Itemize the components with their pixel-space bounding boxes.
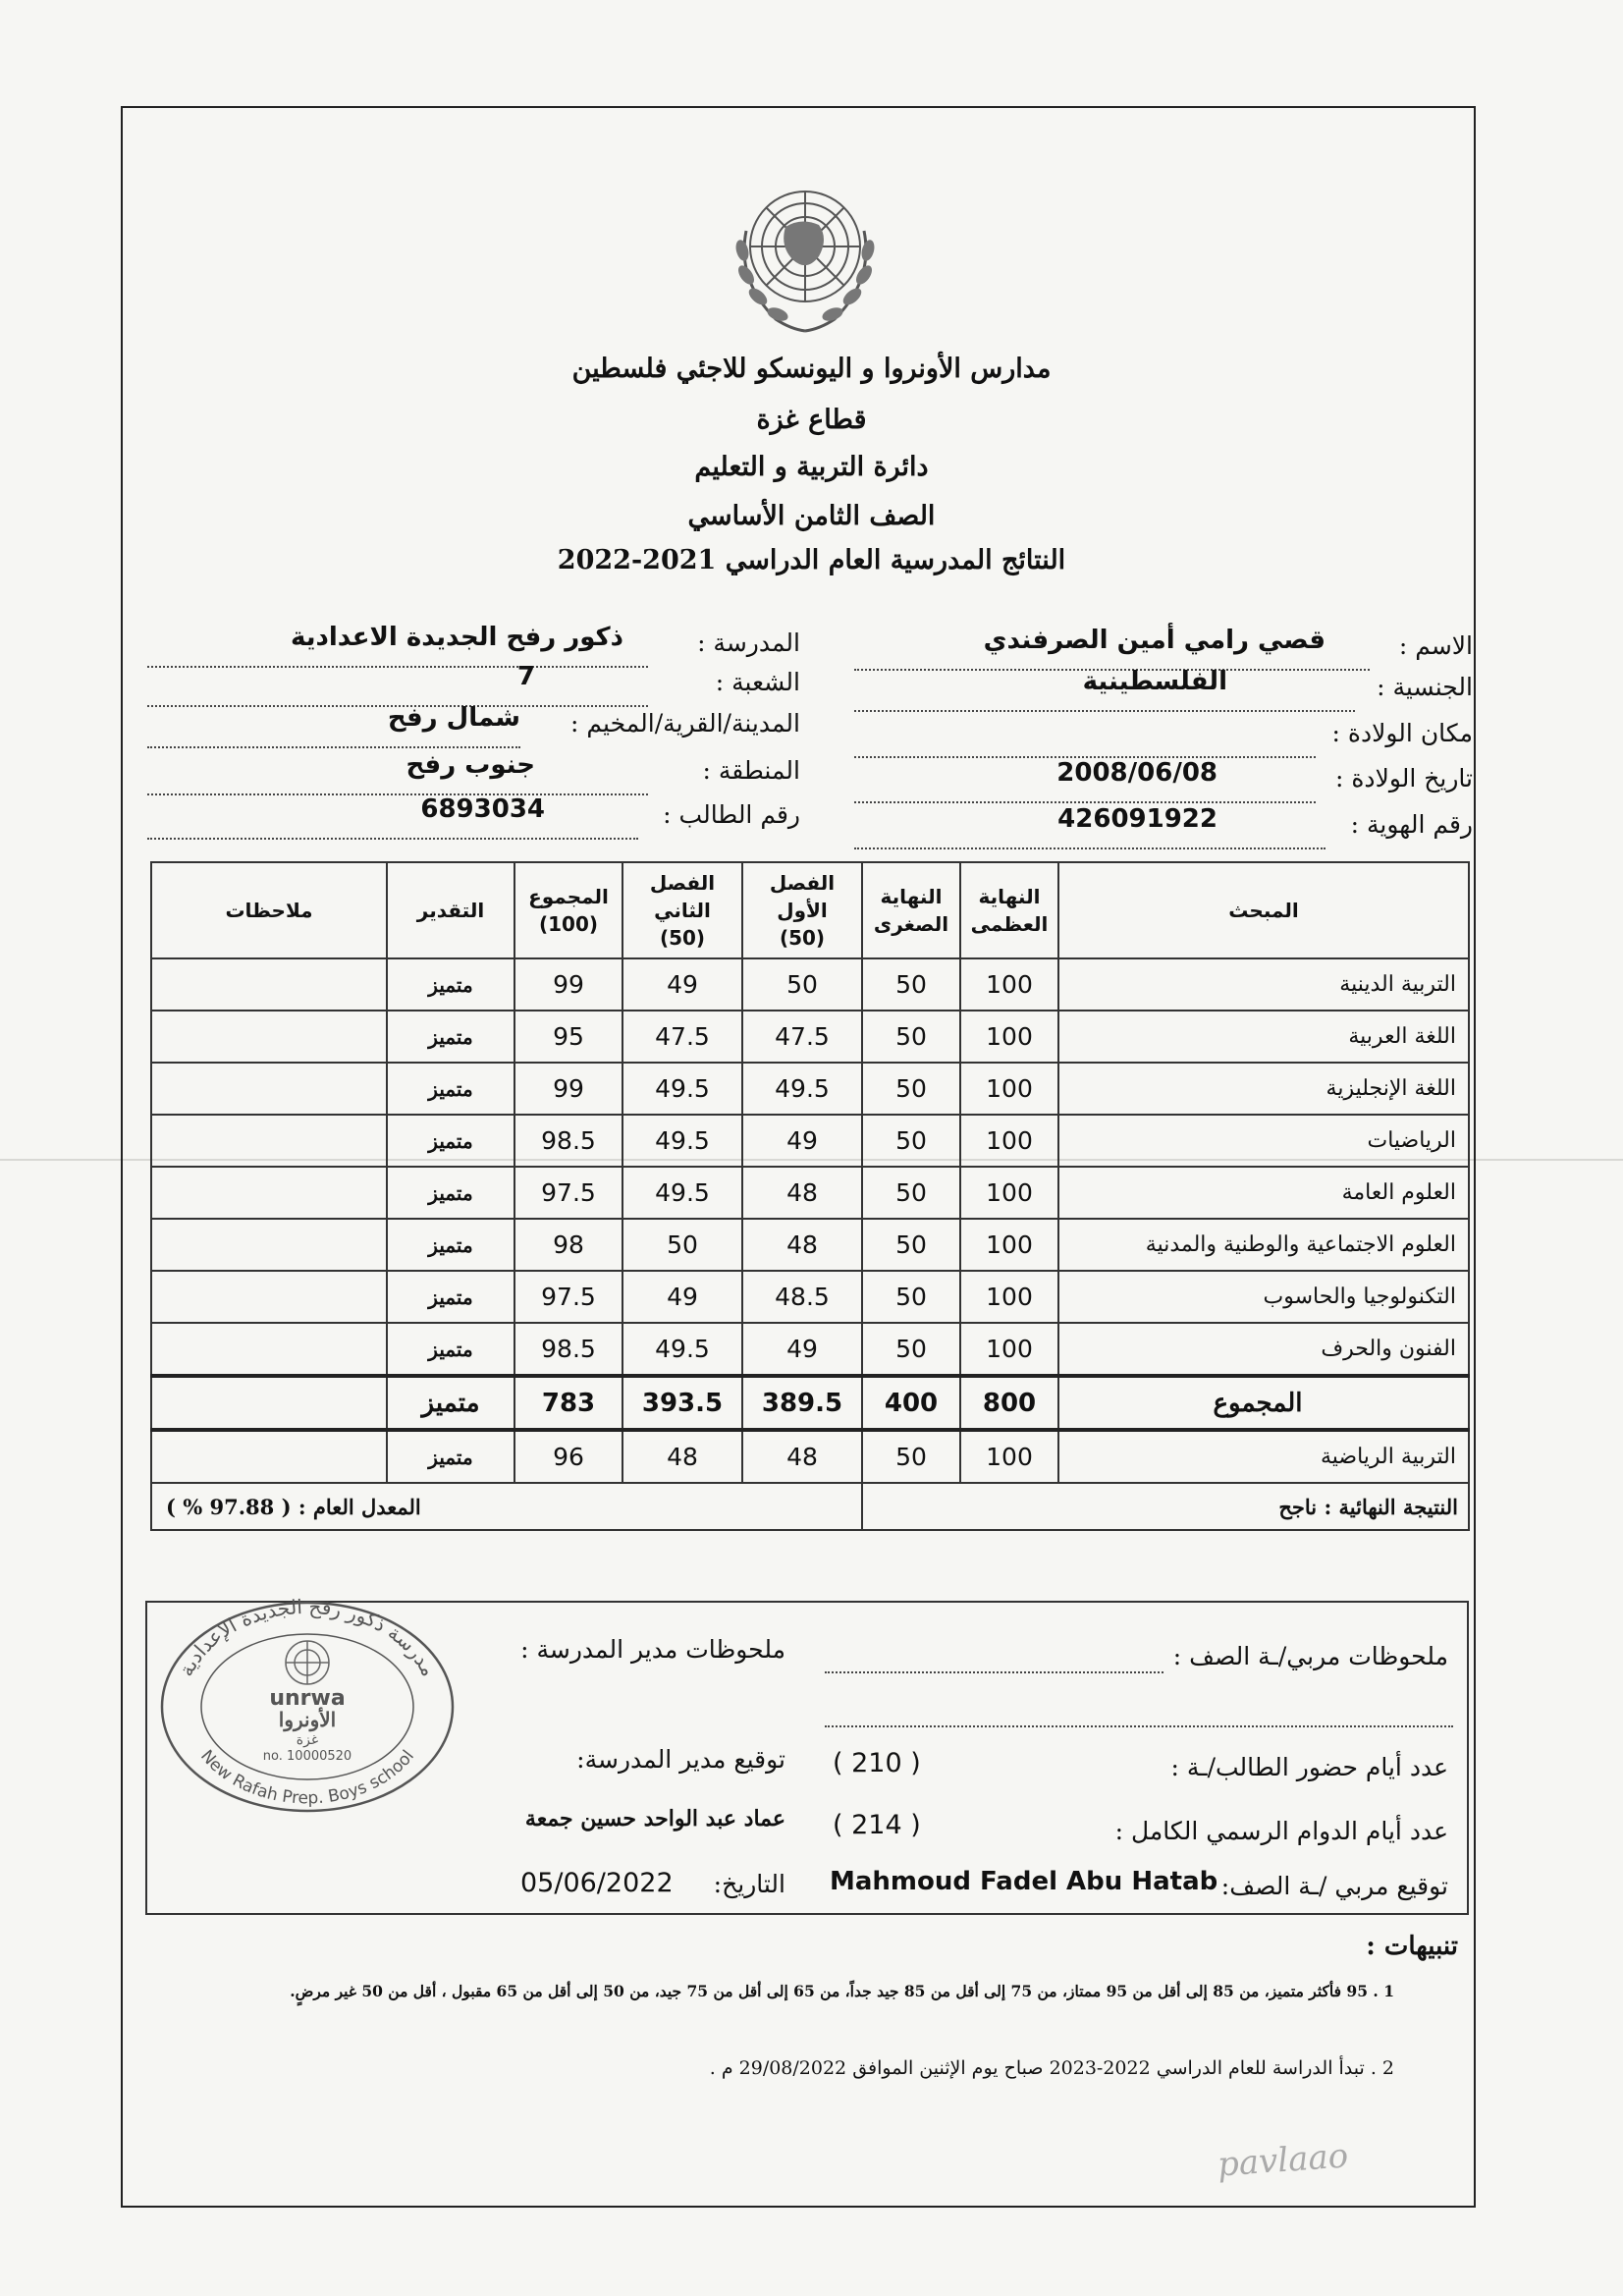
term1-cell: 49.5 [742, 1063, 862, 1115]
birthplace-field [854, 719, 1473, 758]
stamp-top-text: مدرسة ذكور رفح الجديدة الإعدادية [174, 1594, 441, 1680]
school-value: ذكور رفح الجديدة الاعدادية [290, 623, 623, 652]
subject-cell: العلوم الاجتماعية والوطنية والمدنية [1058, 1219, 1469, 1271]
subject-cell: الرياضيات [1058, 1115, 1469, 1167]
un-emblem-icon [717, 162, 893, 339]
notes-cell [151, 1271, 387, 1323]
principal-sign-label: توقيع مدير المدرسة: [576, 1745, 785, 1774]
birthdate-field [854, 758, 1473, 803]
header-term1-sub: (50) [779, 926, 826, 950]
notes-cell [151, 1063, 387, 1115]
header-max: النهاية العظمى [960, 862, 1058, 958]
max-cell: 100 [960, 1063, 1058, 1115]
grade-cell: متميز [387, 1271, 514, 1323]
sport-total-cell: 96 [514, 1430, 622, 1483]
student-no-field [147, 794, 800, 840]
table-row [151, 1011, 1469, 1063]
total-grade-cell: متميز [387, 1376, 514, 1430]
term1-cell: 48 [742, 1167, 862, 1219]
term2-cell: 49.5 [622, 1063, 742, 1115]
header-term1-label: الفصل الأول [769, 871, 836, 922]
date-value: 05/06/2022 [520, 1868, 674, 1898]
city-value: شمال رفح [387, 703, 520, 733]
header-term2 [622, 862, 742, 958]
table-row [151, 958, 1469, 1011]
sport-notes-cell [151, 1430, 387, 1483]
total-cell: 98 [514, 1219, 622, 1271]
dotted-line [854, 710, 1355, 712]
min-cell: 50 [862, 1063, 960, 1115]
date-label: التاريخ: [713, 1870, 785, 1898]
birthplace-label: مكان الولادة : [1331, 719, 1473, 747]
max-cell: 100 [960, 958, 1058, 1011]
max-cell: 100 [960, 1115, 1058, 1167]
max-cell: 100 [960, 1271, 1058, 1323]
header-total [514, 862, 622, 958]
region-label: المنطقة : [702, 756, 800, 785]
header-line-2: قطاع غزة [756, 405, 867, 435]
total-notes-cell [151, 1376, 387, 1430]
student-name: قصي رامي أمين الصرفندي [983, 626, 1325, 655]
sport-grade-cell: متميز [387, 1430, 514, 1483]
dotted-line [147, 838, 638, 840]
region-value: جنوب رفح [406, 750, 535, 780]
id-value: 426091922 [1057, 804, 1217, 834]
sport-min-cell: 50 [862, 1430, 960, 1483]
term2-cell: 49 [622, 958, 742, 1011]
term1-cell: 49 [742, 1115, 862, 1167]
sport-max-cell: 100 [960, 1430, 1058, 1483]
school-stamp [145, 1589, 469, 1825]
stamp-bottom-text: New Rafah Prep. Boys school [196, 1746, 418, 1809]
term2-cell: 49 [622, 1271, 742, 1323]
official-days-value: ( 214 ) [833, 1810, 921, 1840]
nationality-label: الجنسية : [1377, 673, 1473, 701]
school-label: المدرسة : [697, 629, 800, 657]
principal-name: عماد عبد الواحد حسين جمعة [524, 1806, 785, 1831]
grade-cell: متميز [387, 1011, 514, 1063]
student-no-label: رقم الطالب : [663, 800, 800, 829]
total-row [151, 1376, 1469, 1430]
term1-cell: 48.5 [742, 1271, 862, 1323]
subject-cell: اللغة الإنجليزية [1058, 1063, 1469, 1115]
min-cell: 50 [862, 1271, 960, 1323]
footer-title: تنبيهات : [1366, 1932, 1458, 1961]
sport-row [151, 1430, 1469, 1483]
notes-cell [151, 958, 387, 1011]
dotted-line [147, 793, 648, 795]
name-label: الاسم : [1398, 631, 1473, 660]
header-term1 [742, 862, 862, 958]
term2-cell: 50 [622, 1219, 742, 1271]
id-field [854, 804, 1473, 849]
notes-cell [151, 1219, 387, 1271]
term1-cell: 49 [742, 1323, 862, 1376]
table-row [151, 1115, 1469, 1167]
notes-cell [151, 1115, 387, 1167]
student-no-value: 6893034 [420, 794, 545, 824]
stamp-brand-ar: الأونروا [278, 1708, 337, 1731]
header-min: النهاية الصغرى [862, 862, 960, 958]
subject-cell: اللغة العربية [1058, 1011, 1469, 1063]
term2-cell: 49.5 [622, 1323, 742, 1376]
dotted-line [854, 801, 1316, 803]
sport-term1-cell: 48 [742, 1430, 862, 1483]
nationality-value: الفلسطينية [1082, 667, 1227, 696]
min-cell: 50 [862, 958, 960, 1011]
term2-cell: 47.5 [622, 1011, 742, 1063]
general-average [151, 1483, 862, 1530]
birthdate-label: تاريخ الولادة : [1334, 764, 1473, 793]
total-term2-cell: 393.5 [622, 1376, 742, 1430]
teacher-notes-label: ملحوظات مربي/ـة الصف : [1172, 1642, 1448, 1670]
header-total-sub: (100) [538, 912, 599, 936]
official-days-label: عدد أيام الدوام الرسمي الكامل : [1114, 1817, 1448, 1845]
city-label: المدينة/القرية/المخيم : [570, 709, 800, 738]
dotted-line [147, 746, 520, 748]
attendance-label: عدد أيام حضور الطالب/ـة : [1170, 1753, 1448, 1781]
subject-cell: التربية الدينية [1058, 958, 1469, 1011]
teacher-name: Mahmoud Fadel Abu Hatab [830, 1867, 1218, 1896]
subject-cell: العلوم العامة [1058, 1167, 1469, 1219]
birthdate-value: 2008/06/08 [1056, 758, 1217, 788]
header-notes: ملاحظات [151, 862, 387, 958]
total-total-cell: 783 [514, 1376, 622, 1430]
stamp-brand: unrwa [269, 1686, 346, 1711]
region-field [147, 750, 800, 795]
total-label-cell: المجموع [1058, 1376, 1469, 1430]
header-line-3: دائرة التربية و التعليم [694, 452, 929, 482]
header-term2-label: الفصل الثاني [649, 871, 716, 922]
table-row [151, 1063, 1469, 1115]
footer-note-2: 2 . تبدأ الدراسة للعام الدراسي 2022-2023 صباح يوم الإثنين الموافق 29/08/2022 م . [709, 2057, 1394, 2079]
name-field [854, 626, 1473, 671]
max-cell: 100 [960, 1167, 1058, 1219]
subject-cell: التكنولوجيا والحاسوب [1058, 1271, 1469, 1323]
grade-cell: متميز [387, 1219, 514, 1271]
grade-cell: متميز [387, 958, 514, 1011]
grade-cell: متميز [387, 1323, 514, 1376]
term1-cell: 47.5 [742, 1011, 862, 1063]
max-cell: 100 [960, 1323, 1058, 1376]
min-cell: 50 [862, 1323, 960, 1376]
total-cell: 98.5 [514, 1115, 622, 1167]
table-row [151, 1271, 1469, 1323]
principal-notes-label: ملحوظات مدير المدرسة : [520, 1635, 785, 1664]
total-cell: 99 [514, 958, 622, 1011]
term1-cell: 50 [742, 958, 862, 1011]
header-line-4: الصف الثامن الأساسي [687, 501, 936, 531]
sport-term2-cell: 48 [622, 1430, 742, 1483]
header-subject: المبحث [1058, 862, 1469, 958]
header-term2-sub: (50) [659, 926, 706, 950]
table-row [151, 1323, 1469, 1376]
grade-cell: متميز [387, 1115, 514, 1167]
handwritten-mark: pavlaao [1216, 2136, 1350, 2185]
dotted-line [854, 847, 1325, 849]
average-label: المعدل العام : [298, 1494, 421, 1519]
nationality-field [854, 667, 1473, 712]
table-row [151, 1167, 1469, 1219]
id-label: رقم الهوية : [1350, 810, 1473, 839]
term1-cell: 48 [742, 1219, 862, 1271]
attendance-value: ( 210 ) [833, 1748, 921, 1778]
sport-subject-cell: التربية الرياضية [1058, 1430, 1469, 1483]
min-cell: 50 [862, 1219, 960, 1271]
grade-cell: متميز [387, 1167, 514, 1219]
section-field [147, 662, 800, 707]
stamp-emblem-icon [286, 1641, 329, 1684]
header-grade: التقدير [387, 862, 514, 958]
table-row [151, 1219, 1469, 1271]
table-header-row [151, 862, 1469, 958]
subject-cell: الفنون والحرف [1058, 1323, 1469, 1376]
section-value: 7 [516, 662, 535, 691]
term2-cell: 49.5 [622, 1167, 742, 1219]
total-max-cell: 800 [960, 1376, 1058, 1430]
min-cell: 50 [862, 1167, 960, 1219]
dotted-line [825, 1671, 1163, 1673]
total-cell: 97.5 [514, 1167, 622, 1219]
average-value: ( 97.88 % ) [166, 1494, 292, 1519]
stamp-number: no. 10000520 [262, 1749, 352, 1764]
city-field [147, 703, 800, 748]
term2-cell: 49.5 [622, 1115, 742, 1167]
total-cell: 99 [514, 1063, 622, 1115]
header-line-1: مدارس الأونروا و اليونسكو للاجئي فلسطين [571, 354, 1052, 384]
notes-cell [151, 1323, 387, 1376]
result-row [151, 1483, 1469, 1530]
teacher-sign-label: توقيع مربي /ـة الصف: [1220, 1872, 1448, 1900]
max-cell: 100 [960, 1011, 1058, 1063]
final-result: النتيجة النهائية : ناجح [862, 1483, 1469, 1530]
header-line-5: النتائج المدرسية العام الدراسي 2021-2022 [557, 545, 1066, 575]
max-cell: 100 [960, 1219, 1058, 1271]
total-cell: 97.5 [514, 1271, 622, 1323]
section-label: الشعبة : [715, 668, 800, 696]
stamp-city: غزة [296, 1732, 319, 1748]
total-cell: 95 [514, 1011, 622, 1063]
grades-table [150, 861, 1470, 1531]
min-cell: 50 [862, 1115, 960, 1167]
notes-cell [151, 1011, 387, 1063]
total-cell: 98.5 [514, 1323, 622, 1376]
grade-cell: متميز [387, 1063, 514, 1115]
total-min-cell: 400 [862, 1376, 960, 1430]
notes-cell [151, 1167, 387, 1219]
school-field [147, 623, 800, 668]
header-total-label: المجموع [528, 885, 609, 908]
total-term1-cell: 389.5 [742, 1376, 862, 1430]
min-cell: 50 [862, 1011, 960, 1063]
dotted-line [825, 1725, 1453, 1727]
footer-note-1: 1 . 95 فأكثر متميز، من 85 إلى أقل من 95 ممتاز، من 75 إلى أقل من 85 جيد جداً، من 65 إلى أقل من 75 جيد، من 50 إلى أقل من 65 مقبول ، أقل من 50 غير مرضٍ. [290, 1982, 1394, 2000]
